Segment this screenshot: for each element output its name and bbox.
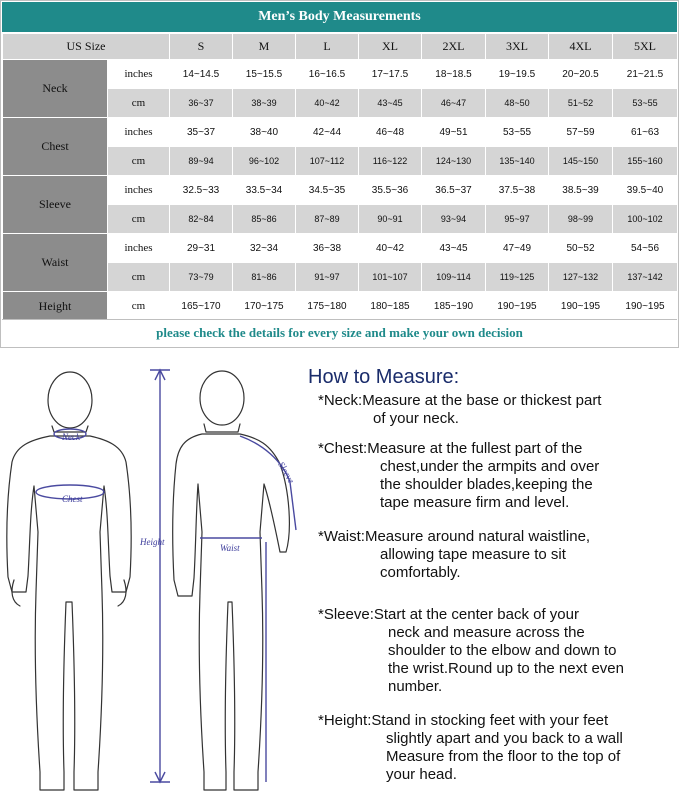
- instruction-line: number.: [388, 678, 443, 695]
- unit-cell: cm: [108, 292, 170, 321]
- value-cell: 42~44: [296, 118, 359, 147]
- size-header: 5XL: [613, 34, 678, 60]
- value-cell: 89~94: [170, 147, 233, 176]
- table-row: [3, 60, 678, 89]
- value-cell: 107~112: [296, 147, 359, 176]
- value-cell: 36~37: [170, 89, 233, 118]
- value-cell: 18~18.5: [422, 60, 486, 89]
- value-cell: 87~89: [296, 205, 359, 234]
- measure-name: Chest: [3, 118, 108, 176]
- table-row: [3, 234, 678, 263]
- value-cell: 135~140: [486, 147, 549, 176]
- value-cell: 127~132: [549, 263, 613, 292]
- value-cell: 33.5~34: [233, 176, 296, 205]
- unit-cell: inches: [108, 118, 170, 147]
- value-cell: 116~122: [359, 147, 422, 176]
- value-cell: 32~34: [233, 234, 296, 263]
- instruction-item: [318, 712, 679, 784]
- value-cell: 119~125: [486, 263, 549, 292]
- instruction-line: comfortably.: [380, 564, 461, 581]
- unit-cell: cm: [108, 263, 170, 292]
- instruction-line: [318, 712, 679, 730]
- value-cell: 185~190: [422, 292, 486, 321]
- value-cell: 93~94: [422, 205, 486, 234]
- value-cell: 53~55: [613, 89, 678, 118]
- value-cell: 36~38: [296, 234, 359, 263]
- value-cell: 98~99: [549, 205, 613, 234]
- instruction-item: [318, 440, 679, 512]
- instruction-line: of your neck.: [373, 410, 459, 427]
- value-cell: 50~52: [549, 234, 613, 263]
- instruction-line: [318, 606, 679, 624]
- value-cell: 81~86: [233, 263, 296, 292]
- instruction-line: allowing tape measure to sit: [380, 546, 566, 563]
- value-cell: 38~39: [233, 89, 296, 118]
- value-cell: 137~142: [613, 263, 678, 292]
- value-cell: 90~91: [359, 205, 422, 234]
- value-cell: 54~56: [613, 234, 678, 263]
- waist-label: Waist: [220, 543, 240, 553]
- value-cell: 165~170: [170, 292, 233, 321]
- value-cell: 32.5~33: [170, 176, 233, 205]
- chart-title: Men’s Body Measurements: [2, 2, 677, 32]
- unit-cell: cm: [108, 205, 170, 234]
- value-cell: 48~50: [486, 89, 549, 118]
- value-cell: 38~40: [233, 118, 296, 147]
- value-cell: 95~97: [486, 205, 549, 234]
- sleeve-label: Sleeve: [276, 460, 297, 485]
- value-cell: 39.5~40: [613, 176, 678, 205]
- value-cell: 40~42: [359, 234, 422, 263]
- size-note: please check the details for every size and make your own decision: [2, 319, 677, 346]
- value-cell: 61~63: [613, 118, 678, 147]
- measure-name: Waist: [3, 234, 108, 292]
- howto-title: How to Measure:: [308, 366, 460, 388]
- instruction-line: slightly apart and you back to a wall: [386, 730, 623, 747]
- value-cell: 14~14.5: [170, 60, 233, 89]
- unit-cell: inches: [108, 176, 170, 205]
- measure-name: Height: [3, 292, 108, 321]
- value-cell: 19~19.5: [486, 60, 549, 89]
- instruction-text: Measure around natural waistline,: [364, 528, 591, 545]
- value-cell: 180~185: [359, 292, 422, 321]
- size-header: 4XL: [549, 34, 613, 60]
- instruction-label: *Sleeve:: [318, 606, 374, 623]
- value-cell: 170~175: [233, 292, 296, 321]
- value-cell: 175~180: [296, 292, 359, 321]
- instruction-line: tape measure firm and level.: [380, 494, 570, 511]
- table-row: [3, 176, 678, 205]
- value-cell: 190~195: [549, 292, 613, 321]
- size-header: 2XL: [422, 34, 486, 60]
- value-cell: 21~21.5: [613, 60, 678, 89]
- value-cell: 35~37: [170, 118, 233, 147]
- instruction-line: chest,under the armpits and over: [380, 458, 600, 475]
- value-cell: 43~45: [422, 234, 486, 263]
- value-cell: 155~160: [613, 147, 678, 176]
- size-header: 3XL: [486, 34, 549, 60]
- size-label: US Size: [3, 34, 170, 60]
- value-cell: 29~31: [170, 234, 233, 263]
- measure-name: Sleeve: [3, 176, 108, 234]
- value-cell: 38.5~39: [549, 176, 613, 205]
- value-cell: 73~79: [170, 263, 233, 292]
- instruction-text: Start at the center back of your: [373, 606, 579, 623]
- value-cell: 17~17.5: [359, 60, 422, 89]
- value-cell: 57~59: [549, 118, 613, 147]
- value-cell: 96~102: [233, 147, 296, 176]
- instruction-label: *Chest:: [318, 440, 368, 457]
- value-cell: 53~55: [486, 118, 549, 147]
- instruction-line: your head.: [386, 766, 457, 783]
- table-row: [3, 118, 678, 147]
- instruction-line: the shoulder blades,keeping the: [380, 476, 593, 493]
- value-cell: 46~48: [359, 118, 422, 147]
- instruction-line: [318, 392, 679, 410]
- value-cell: 49~51: [422, 118, 486, 147]
- unit-cell: cm: [108, 147, 170, 176]
- size-header: XL: [359, 34, 422, 60]
- value-cell: 101~107: [359, 263, 422, 292]
- value-cell: 145~150: [549, 147, 613, 176]
- instruction-item: [318, 528, 679, 582]
- value-cell: 16~16.5: [296, 60, 359, 89]
- value-cell: 47~49: [486, 234, 549, 263]
- value-cell: 100~102: [613, 205, 678, 234]
- value-cell: 43~45: [359, 89, 422, 118]
- instruction-label: *Height:: [318, 712, 372, 729]
- value-cell: 91~97: [296, 263, 359, 292]
- value-cell: 109~114: [422, 263, 486, 292]
- value-cell: 82~84: [170, 205, 233, 234]
- value-cell: 20~20.5: [549, 60, 613, 89]
- instruction-line: Measure from the floor to the top of: [386, 748, 621, 765]
- size-chart: [0, 0, 679, 348]
- size-table: [2, 33, 678, 321]
- unit-cell: inches: [108, 234, 170, 263]
- value-cell: 190~195: [613, 292, 678, 321]
- value-cell: 34.5~35: [296, 176, 359, 205]
- value-cell: 40~42: [296, 89, 359, 118]
- instruction-text: Measure at the fullest part of the: [367, 440, 583, 457]
- neck-label: Neck: [62, 432, 80, 442]
- size-header: S: [170, 34, 233, 60]
- instruction-item: [318, 392, 679, 428]
- value-cell: 36.5~37: [422, 176, 486, 205]
- measure-name: Neck: [3, 60, 108, 118]
- instruction-line: [318, 440, 679, 458]
- instruction-label: *Waist:: [318, 528, 365, 545]
- size-header: M: [233, 34, 296, 60]
- value-cell: 37.5~38: [486, 176, 549, 205]
- unit-cell: inches: [108, 60, 170, 89]
- value-cell: 46~47: [422, 89, 486, 118]
- instruction-item: [318, 606, 679, 696]
- instruction-line: neck and measure across the: [388, 624, 585, 641]
- table-row: [3, 292, 678, 321]
- instruction-text: Stand in stocking feet with your feet: [371, 712, 609, 729]
- value-cell: 15~15.5: [233, 60, 296, 89]
- instruction-line: [318, 528, 679, 546]
- size-header-row: [3, 34, 678, 60]
- value-cell: 35.5~36: [359, 176, 422, 205]
- size-header: L: [296, 34, 359, 60]
- instruction-text: Measure at the base or thickest part: [362, 392, 602, 409]
- value-cell: 85~86: [233, 205, 296, 234]
- instruction-line: shoulder to the elbow and down to: [388, 642, 617, 659]
- instruction-line: the wrist.Round up to the next even: [388, 660, 624, 677]
- body-measurement-figure: [0, 352, 300, 797]
- height-label: Height: [140, 537, 165, 547]
- value-cell: 124~130: [422, 147, 486, 176]
- unit-cell: cm: [108, 89, 170, 118]
- instruction-label: *Neck:: [318, 392, 363, 409]
- value-cell: 51~52: [549, 89, 613, 118]
- chest-label: Chest: [62, 494, 83, 504]
- value-cell: 190~195: [486, 292, 549, 321]
- back-figure: [173, 371, 290, 790]
